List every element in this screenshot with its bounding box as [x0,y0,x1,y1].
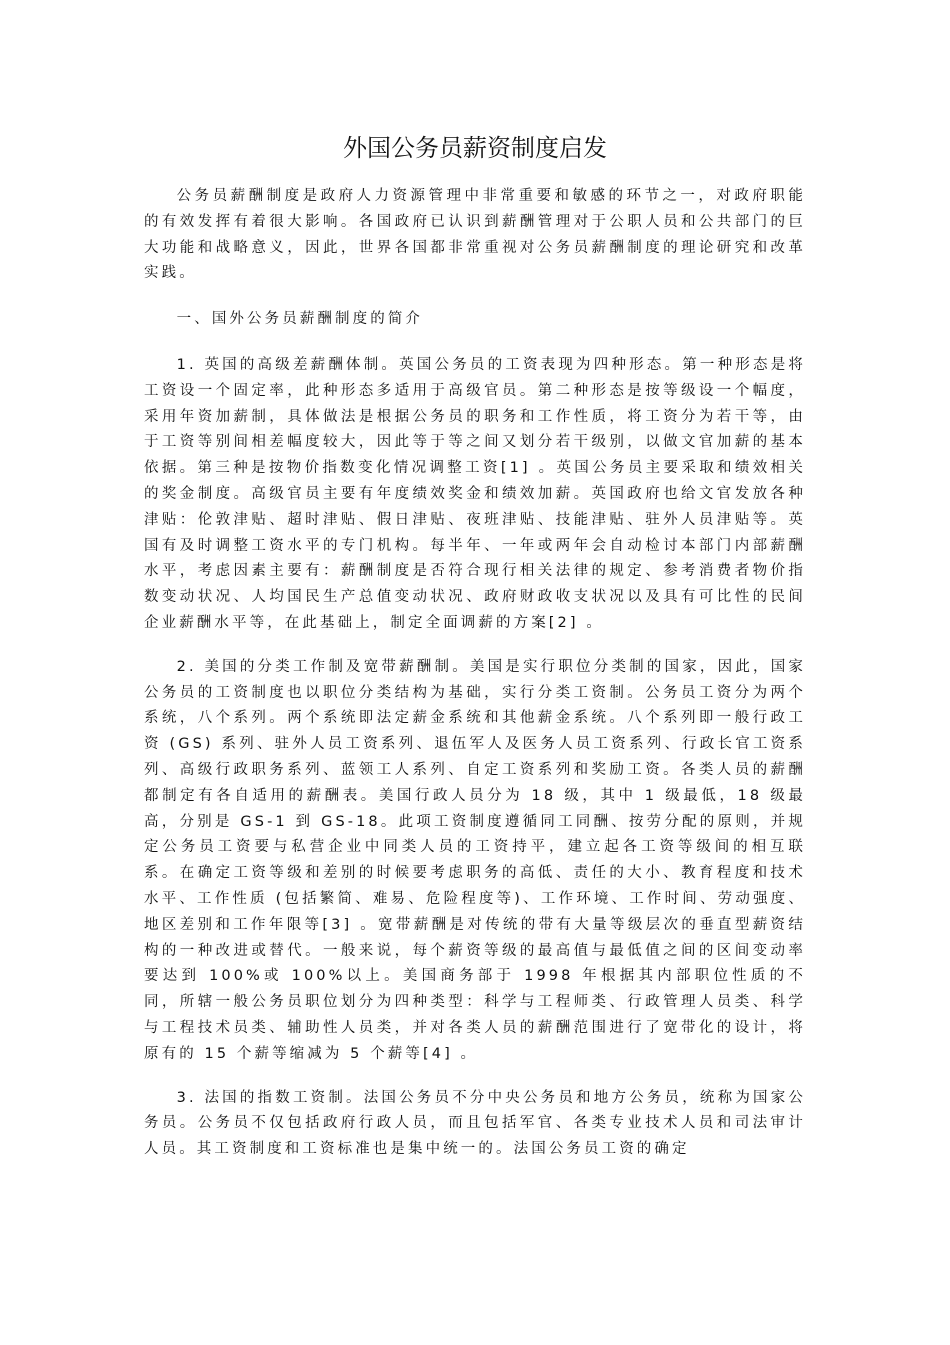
paragraph-france: 3. 法国的指数工资制。法国公务员不分中央公务员和地方公务员，统称为国家公务员。公务员不仅包括政府行政人员，而且包括军官、各类专业技术人员和司法审计人员。其工资制度和工资标准也是集中统一的。法国公务员工资的确定 [144,1089,806,1158]
document-title: 外国公务员薪资制度启发 [343,134,607,162]
paragraph-uk: 1. 英国的高级差薪酬体制。英国公务员的工资表现为四种形态。第一种形态是将工资设一个固定率，此种形态多适用于高级官员。第二种形态是按等级设一个幅度，采用年资加薪制，具体做法是根据公务员的职务和工作性质，将工资分为若干等，由于工资等别间相差幅度较大，因此等于等之间又划分若干级别，以做文官加薪的基本依据。第三种是按物价指数变化情况调整工资[1] 。英国公务员主要采取和绩效相关的奖金制度。高级官员主要有年度绩效奖金和绩效加薪。英国政府也给文官发放各种津贴：伦敦津贴、超时津贴、假日津贴、夜班津贴、技能津贴、驻外人员津贴等。英国有及时调整工资水平的专门机构。每半年、一年或两年会自动检讨本部门内部薪酬水平，考虑因素主要有：薪酬制度是否符合现行相关法律的规定、参考消费者物价指数变动状况、人均国民生产总值变动状况、政府财政收支状况以及具有可比性的民间企业薪酬水平等，在此基础上，制定全面调薪的方案[2] 。 [144,356,806,631]
paragraph-us: 2. 美国的分类工作制及宽带薪酬制。美国是实行职位分类制的国家，因此，国家公务员的工资制度也以职位分类结构为基础，实行分类工资制。公务员工资分为两个系统，八个系列。两个系统即法定薪金系统和其他薪金系统。八个系列即一般行政工资 (GS) 系列、驻外人员工资系列、退伍军人及医务人员工资系列、行政长官工资系列、高级行政职务系列、蓝领工人系列、自定工资系列和奖励工资。各类人员的薪酬都制定有各自适用的薪酬表。美国行政人员分为 18 级，其中 1 级最低，18 级最高，分别是 GS-1 到 GS-18。此项工资制度遵循同工同酬、按劳分配的原则，并规定公务员工资要与私营企业中同类人员的工资持平，建立起各工资等级间的相互联系。在确定工资等级和差别的时候要考虑职务的高低、责任的大小、教育程度和技术水平、工作性质 (包括繁简、难易、危险程度等)、工作环境、工作时间、劳动强度、地区差别和工作年限等[3] 。宽带薪酬是对传统的带有大量等级层次的垂直型薪资结构的一种改进或替代。一般来说，每个薪资等级的最高值与最低值之间的区间变动率要达到 100%或 100%以上。美国商务部于 1998 年根据其内部职位性质的不同，所辖一般公务员职位划分为四种类型：科学与工程师类、行政管理人员类、科学与工程技术员类、辅助性人员类，并对各类人员的薪酬范围进行了宽带化的设计，将原有的 15 个薪等缩减为 5 个薪等[4] 。 [144,658,806,1062]
section-heading: 一、国外公务员薪酬制度的简介 [176,311,424,328]
document-body [144,184,806,1163]
intro-paragraph: 公务员薪酬制度是政府人力资源管理中非常重要和敏感的环节之一，对政府职能的有效发挥有着很大影响。各国政府已认识到薪酬管理对于公职人员和公共部门的巨大功能和战略意义，因此，世界各国都非常重视对公务员薪酬制度的理论研究和改革实践。 [144,188,806,282]
